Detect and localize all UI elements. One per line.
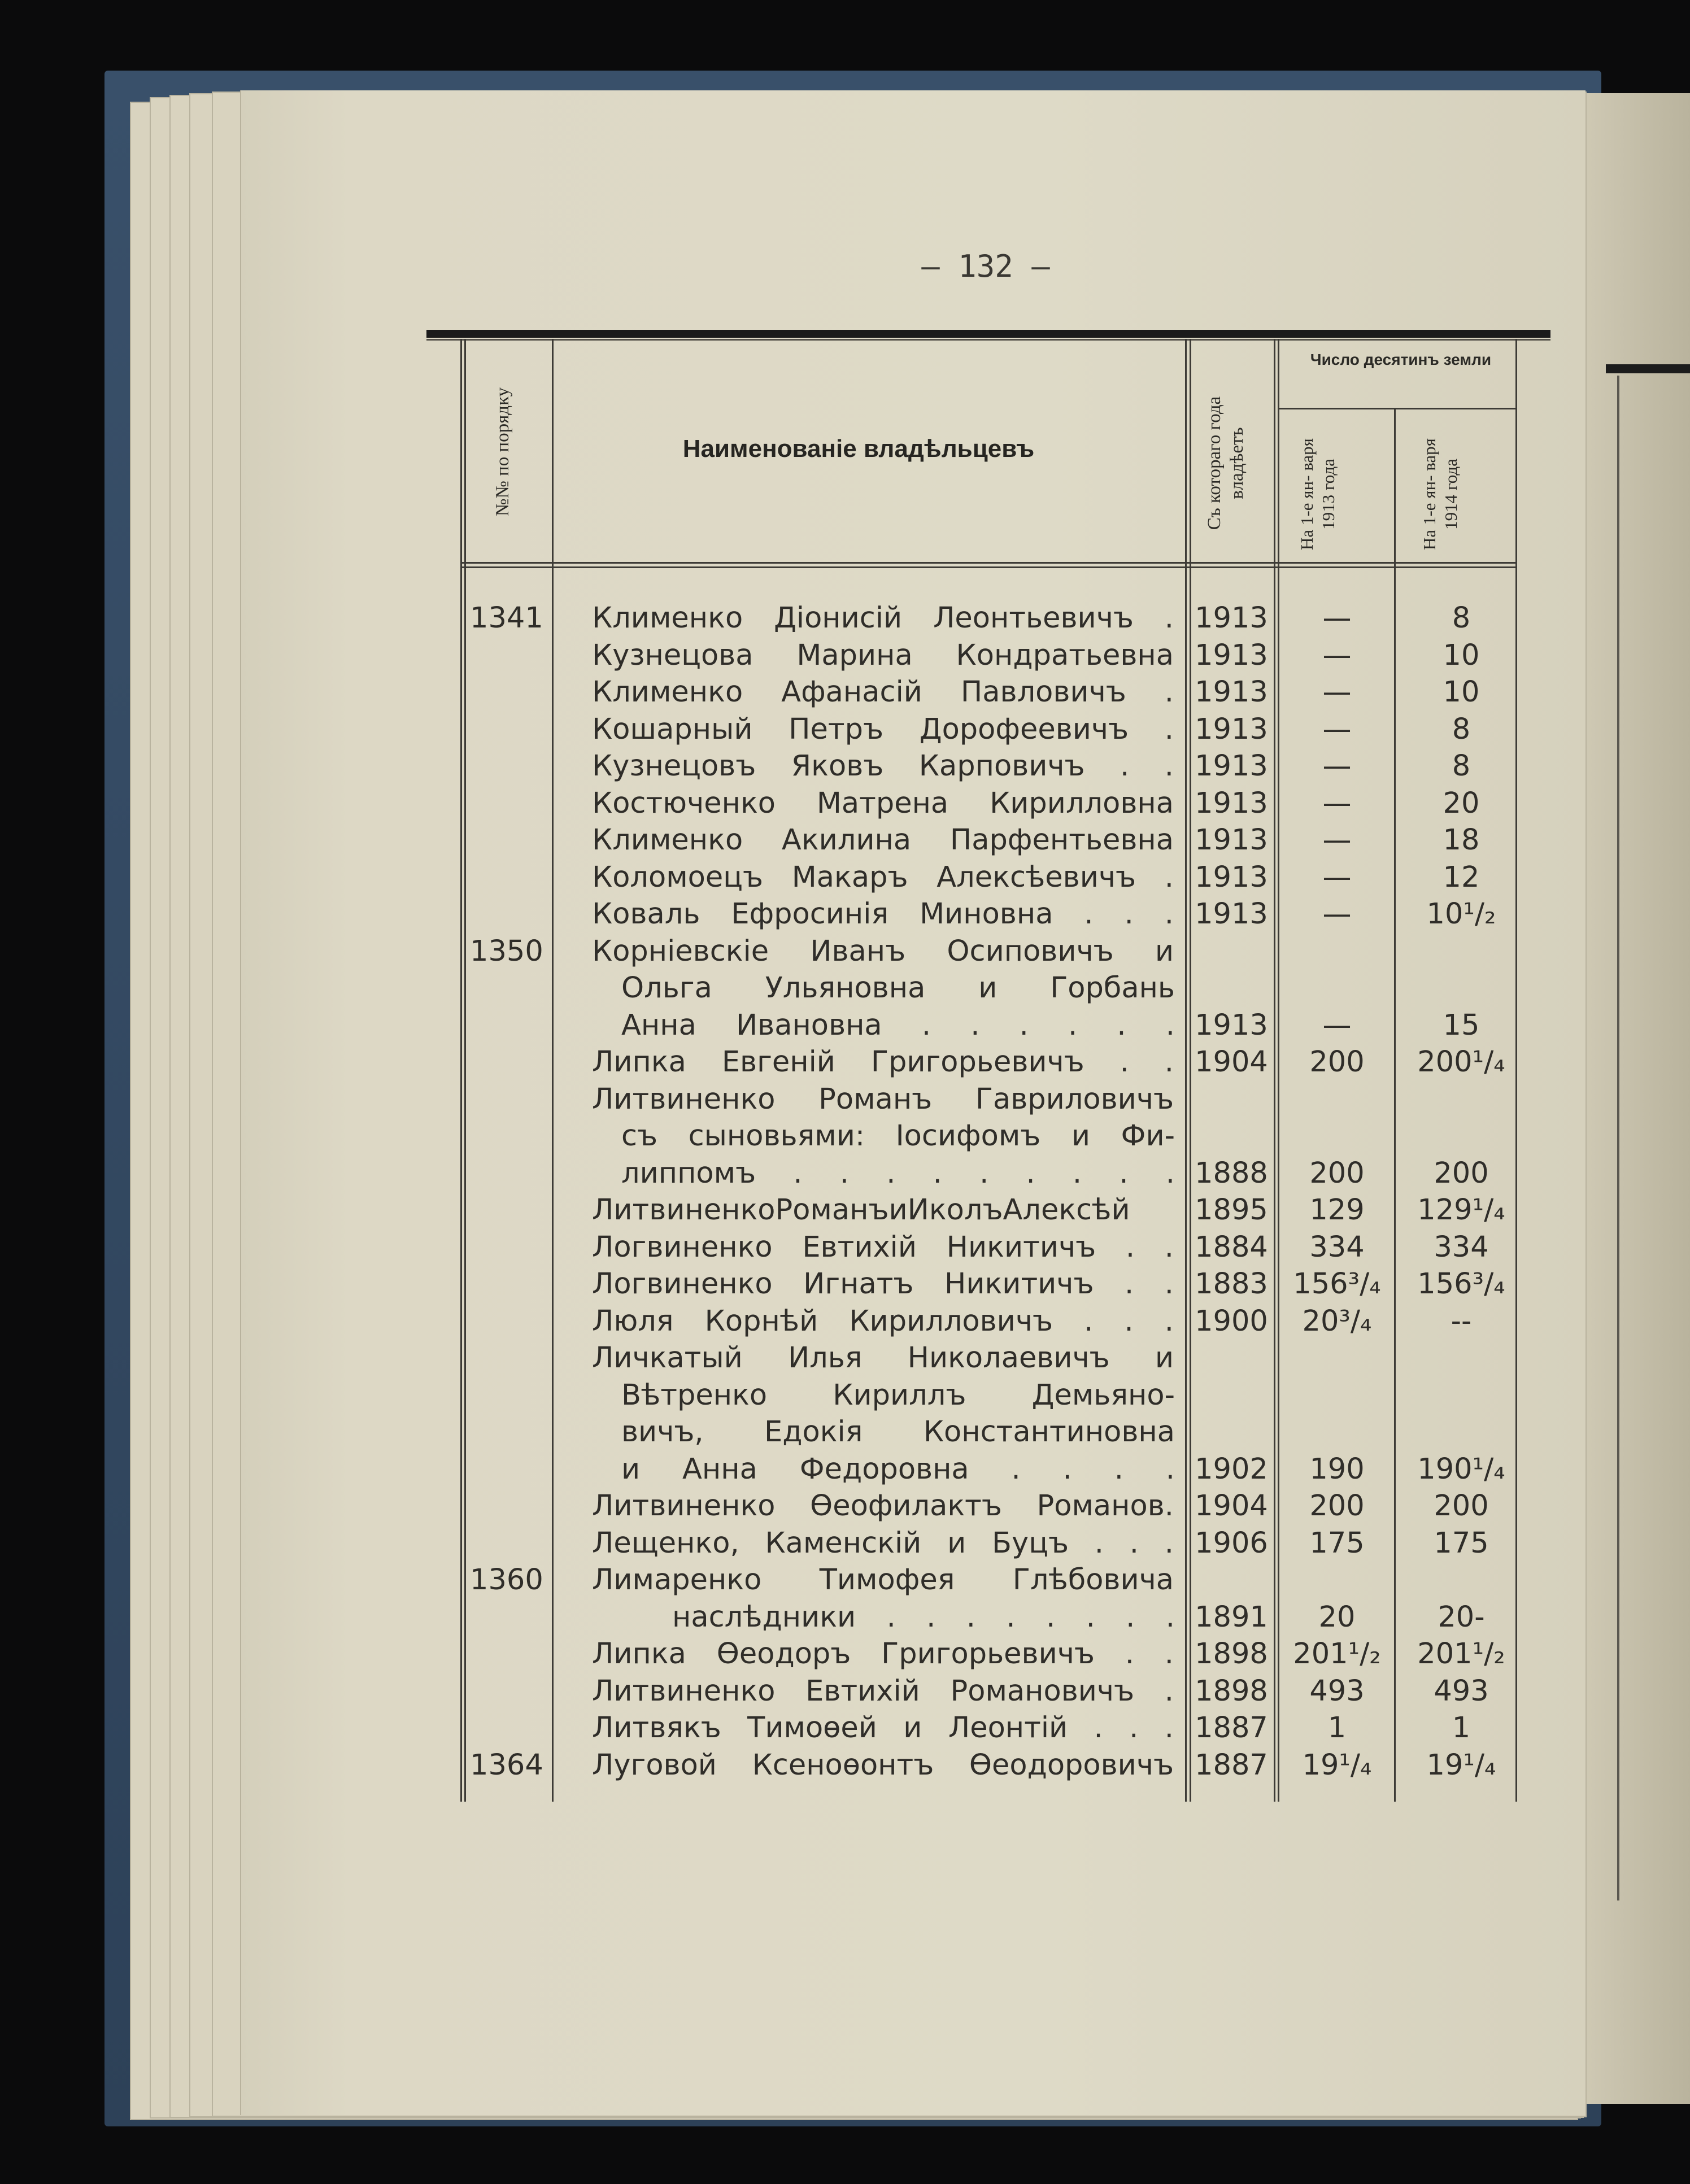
owner-name: съ сыновьями: Іосифомъ и Фи- (621, 1119, 1175, 1153)
desyatins-1913: 200 (1309, 1045, 1365, 1079)
table-row (0, 1489, 1690, 1525)
table-row (0, 749, 1690, 786)
owner-name: Ольга Ульяновна и Горбань (621, 971, 1175, 1005)
since-year: 1898 (1195, 1674, 1268, 1708)
header-divider (1278, 408, 1517, 409)
since-year: 1884 (1195, 1230, 1268, 1264)
desyatins-1914: 8 (1452, 712, 1471, 746)
owner-name: вичъ, Едокія Константиновна (621, 1415, 1175, 1449)
owner-name: Кузнецова Марина Кондратьевна (592, 638, 1174, 672)
table-row (0, 823, 1690, 860)
owner-name: Анна Ивановна . . . . . . (621, 1008, 1175, 1042)
desyatins-1913: 175 (1309, 1526, 1365, 1560)
owner-name: Логвиненко Игнатъ Никитичъ . . (592, 1267, 1174, 1301)
desyatins-1914: 200 (1434, 1489, 1489, 1523)
desyatins-1914: 334 (1434, 1230, 1489, 1264)
table-row (0, 1305, 1690, 1341)
since-year: 1913 (1195, 1008, 1268, 1042)
owner-name: Лещенко, Каменскій и Буцъ . . . (592, 1526, 1174, 1560)
since-year: 1913 (1195, 823, 1268, 857)
desyatins-1914: 493 (1434, 1674, 1489, 1708)
page-number: — 132 — (921, 249, 1050, 284)
desyatins-1914: 8 (1452, 749, 1471, 783)
owner-name: Литвиненко Ѳеофилактъ Романов. (592, 1489, 1174, 1523)
desyatins-1913: 200 (1309, 1156, 1365, 1190)
owner-name: ЛитвиненкоРоманъиИколъАлексѣй (592, 1193, 1130, 1227)
table-row (0, 1563, 1690, 1599)
table-row (0, 1453, 1690, 1489)
table-row (0, 1527, 1690, 1563)
since-year: 1913 (1195, 675, 1268, 709)
desyatins-1914: 156³/₄ (1417, 1267, 1505, 1301)
owner-name: Корніевскіе Иванъ Осиповичъ и (592, 934, 1174, 968)
desyatins-1913: 200 (1309, 1489, 1365, 1523)
facing-page-rule (1606, 364, 1690, 373)
since-year: 1895 (1195, 1193, 1268, 1227)
header-land-desyatins: Число десятинъ земли (1310, 351, 1492, 368)
since-year: 1913 (1195, 897, 1268, 931)
header-jan-1913: На 1-е ян- варя 1913 года (1297, 438, 1338, 550)
header-bottom-rule (460, 566, 1517, 568)
since-year: 1887 (1195, 1748, 1268, 1782)
desyatins-1913: — (1322, 712, 1352, 746)
table-row (0, 1341, 1690, 1377)
owner-name: Коломоецъ Макаръ Алексѣевичъ . (592, 860, 1174, 894)
desyatins-1914: -- (1451, 1304, 1472, 1338)
since-year: 1913 (1195, 786, 1268, 820)
desyatins-1914: 190¹/₄ (1417, 1452, 1505, 1486)
owner-name: Лимаренко Тимофея Глѣбовича (592, 1563, 1174, 1597)
desyatins-1913: 190 (1309, 1452, 1365, 1486)
desyatins-1914: 200 (1434, 1156, 1489, 1190)
row-number: 1360 (470, 1563, 543, 1597)
desyatins-1914: 1 (1452, 1711, 1471, 1745)
table-row (0, 1009, 1690, 1045)
desyatins-1913: 334 (1309, 1230, 1365, 1264)
header-jan-1914: На 1-е ян- варя 1914 года (1419, 438, 1461, 550)
desyatins-1914: 200¹/₄ (1417, 1045, 1505, 1079)
table-row (0, 1267, 1690, 1304)
desyatins-1913: — (1322, 675, 1352, 709)
table-row (0, 935, 1690, 971)
table-top-rule (426, 330, 1550, 338)
since-year: 1887 (1195, 1711, 1268, 1745)
desyatins-1913: — (1322, 638, 1352, 672)
table-row (0, 1415, 1690, 1451)
table-row (0, 1379, 1690, 1415)
desyatins-1913: 129 (1309, 1193, 1365, 1227)
header-owner-name: Наименованіе владѣльцевъ (682, 435, 1035, 463)
owner-name: Липка Ѳеодоръ Григорьевичъ . . (592, 1637, 1174, 1671)
since-year: 1906 (1195, 1526, 1268, 1560)
since-year: 1913 (1195, 601, 1268, 635)
since-year: 1900 (1195, 1304, 1268, 1338)
desyatins-1913: — (1322, 601, 1352, 635)
desyatins-1913: — (1322, 1008, 1352, 1042)
since-year: 1913 (1195, 638, 1268, 672)
since-year: 1913 (1195, 712, 1268, 746)
table-row (0, 1045, 1690, 1082)
desyatins-1914: 8 (1452, 601, 1471, 635)
table-row (0, 971, 1690, 1008)
since-year: 1913 (1195, 749, 1268, 783)
desyatins-1914: 18 (1443, 823, 1480, 857)
desyatins-1913: 1 (1327, 1711, 1347, 1745)
desyatins-1913: 201¹/₂ (1293, 1637, 1381, 1671)
owner-name: Коваль Ефросинія Миновна . . . (592, 897, 1174, 931)
desyatins-1914: 175 (1434, 1526, 1489, 1560)
since-year: 1898 (1195, 1637, 1268, 1671)
table-row (0, 1193, 1690, 1230)
owner-name: Липка Евгеній Григорьевичъ . . (592, 1045, 1174, 1079)
table-row (0, 601, 1690, 638)
desyatins-1913: — (1322, 749, 1352, 783)
owner-name: наслѣдники . . . . . . . . (672, 1600, 1175, 1634)
header-bottom-rule (460, 562, 1517, 564)
table-row (0, 713, 1690, 749)
since-year: 1902 (1195, 1452, 1268, 1486)
since-year: 1888 (1195, 1156, 1268, 1190)
since-year: 1904 (1195, 1489, 1268, 1523)
owner-name: Литвиненко Евтихій Романовичъ . (592, 1674, 1174, 1708)
since-year: 1883 (1195, 1267, 1268, 1301)
desyatins-1913: — (1322, 897, 1352, 931)
desyatins-1914: 12 (1443, 860, 1480, 894)
desyatins-1913: 19¹/₄ (1302, 1748, 1372, 1782)
desyatins-1914: 10¹/₂ (1426, 897, 1496, 931)
table-row (0, 1711, 1690, 1747)
table-row (0, 1749, 1690, 1785)
desyatins-1913: — (1322, 823, 1352, 857)
owner-name: Личкатый Илья Николаевичъ и (592, 1341, 1174, 1375)
desyatins-1914: 15 (1443, 1008, 1480, 1042)
since-year: 1904 (1195, 1045, 1268, 1079)
owner-name: Литвякъ Тимоѳей и Леонтій . . . (592, 1711, 1174, 1745)
desyatins-1914: 10 (1443, 675, 1480, 709)
owner-name: Костюченко Матрена Кирилловна (592, 786, 1174, 820)
desyatins-1914: 129¹/₄ (1417, 1193, 1505, 1227)
table-row (0, 1675, 1690, 1711)
table-row (0, 897, 1690, 934)
table-row (0, 675, 1690, 712)
owner-name: липпомъ . . . . . . . . . (621, 1156, 1175, 1190)
owner-name: Клименко Афанасій Павловичъ . (592, 675, 1174, 709)
owner-name: и Анна Федоровна . . . . (621, 1452, 1175, 1486)
desyatins-1914: 201¹/₂ (1417, 1637, 1505, 1671)
desyatins-1914: 19¹/₄ (1426, 1748, 1496, 1782)
table-row (0, 1231, 1690, 1267)
table-row (0, 861, 1690, 897)
desyatins-1913: — (1322, 860, 1352, 894)
header-number: №№ по порядку (493, 387, 513, 517)
desyatins-1914: 10 (1443, 638, 1480, 672)
since-year: 1913 (1195, 860, 1268, 894)
table-row (0, 1083, 1690, 1119)
desyatins-1913: 156³/₄ (1293, 1267, 1381, 1301)
desyatins-1914: 20 (1443, 786, 1480, 820)
owner-name: Клименко Акилина Парфентьевна (592, 823, 1174, 857)
owner-name: Луговой Ксеноѳонтъ Ѳеодоровичъ (592, 1748, 1174, 1782)
owner-name: Люля Корнѣй Кирилловичъ . . . (592, 1304, 1174, 1338)
owner-name: Клименко Діонисій Леонтьевичъ . (592, 601, 1174, 635)
table-row (0, 1119, 1690, 1156)
table-top-rule-thin (426, 339, 1550, 341)
desyatins-1913: 493 (1309, 1674, 1365, 1708)
table-row (0, 1601, 1690, 1637)
table-row (0, 1157, 1690, 1193)
desyatins-1913: — (1322, 786, 1352, 820)
table-row (0, 787, 1690, 823)
since-year: 1891 (1195, 1600, 1268, 1634)
row-number: 1350 (470, 934, 543, 968)
owner-name: Кошарный Петръ Дорофеевичъ . (592, 712, 1174, 746)
desyatins-1913: 20 (1318, 1600, 1356, 1634)
owner-name: Логвиненко Евтихій Никитичъ . . (592, 1230, 1174, 1264)
table-row (0, 639, 1690, 675)
owner-name: Литвиненко Романъ Гавриловичъ (592, 1082, 1174, 1116)
row-number: 1341 (470, 601, 543, 635)
owner-name: Кузнецовъ Яковъ Карповичъ . . (592, 749, 1174, 783)
row-number: 1364 (470, 1748, 543, 1782)
header-since-year: Съ котораго года владѣетъ (1204, 396, 1247, 530)
desyatins-1913: 20³/₄ (1302, 1304, 1372, 1338)
table-row (0, 1637, 1690, 1673)
owner-name: Вѣтренко Кириллъ Демьяно- (621, 1378, 1175, 1412)
desyatins-1914: 20- (1438, 1600, 1485, 1634)
